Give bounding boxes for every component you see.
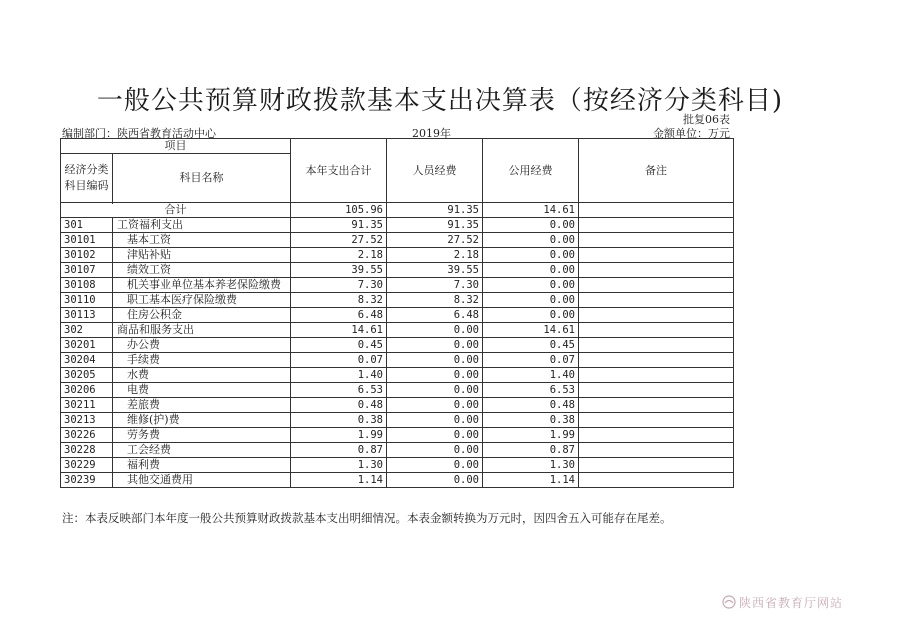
row-remark: [579, 353, 734, 368]
row-total: 0.07: [291, 353, 387, 368]
row-code: 30229: [61, 458, 113, 473]
row-remark: [579, 398, 734, 413]
row-total: 39.55: [291, 263, 387, 278]
table-row: [61, 293, 734, 308]
row-total: 1.14: [291, 473, 387, 488]
table-row: [61, 353, 734, 368]
report-meta-row: [62, 125, 730, 139]
header-code: 经济分类 科目编码: [61, 154, 113, 203]
row-personnel: 0.00: [387, 428, 483, 443]
watermark: [722, 594, 843, 611]
total-remark: [579, 203, 734, 218]
row-personnel: 91.35: [387, 218, 483, 233]
total-personnel: 91.35: [387, 203, 483, 218]
row-code: 301: [61, 218, 113, 233]
table-row: [61, 368, 734, 383]
table-row: [61, 218, 734, 233]
row-code: 30205: [61, 368, 113, 383]
table-row: [61, 278, 734, 293]
row-name: 其他交通费用: [113, 473, 291, 488]
row-name: 差旅费: [113, 398, 291, 413]
row-personnel: 0.00: [387, 323, 483, 338]
row-personnel: 7.30: [387, 278, 483, 293]
row-code: 30226: [61, 428, 113, 443]
row-public: 0.00: [483, 308, 579, 323]
row-remark: [579, 413, 734, 428]
row-remark: [579, 218, 734, 233]
row-code: 30206: [61, 383, 113, 398]
row-code: 30113: [61, 308, 113, 323]
row-remark: [579, 368, 734, 383]
row-personnel: 0.00: [387, 413, 483, 428]
row-remark: [579, 293, 734, 308]
row-name: 劳务费: [113, 428, 291, 443]
row-total: 7.30: [291, 278, 387, 293]
row-personnel: 0.00: [387, 368, 483, 383]
total-row: [61, 203, 734, 218]
header-item: 项目: [61, 139, 291, 154]
row-personnel: 0.00: [387, 443, 483, 458]
row-personnel: 39.55: [387, 263, 483, 278]
row-total: 1.40: [291, 368, 387, 383]
table-row: [61, 308, 734, 323]
row-code: 30108: [61, 278, 113, 293]
table-row: [61, 383, 734, 398]
row-name: 职工基本医疗保险缴费: [113, 293, 291, 308]
row-remark: [579, 233, 734, 248]
row-name: 商品和服务支出: [113, 323, 291, 338]
row-code: 30228: [61, 443, 113, 458]
table-row: [61, 233, 734, 248]
row-name: 住房公积金: [113, 308, 291, 323]
row-total: 0.45: [291, 338, 387, 353]
site-logo-icon: [722, 595, 736, 609]
row-public: 1.40: [483, 368, 579, 383]
row-total: 1.30: [291, 458, 387, 473]
department-label: 编制部门：陕西省教育活动中心: [62, 127, 216, 140]
row-public: 1.99: [483, 428, 579, 443]
table-row: [61, 398, 734, 413]
row-total: 6.48: [291, 308, 387, 323]
header-public: 公用经费: [483, 139, 579, 203]
row-name: 基本工资: [113, 233, 291, 248]
row-name: 水费: [113, 368, 291, 383]
table-body: [61, 203, 734, 488]
row-personnel: 27.52: [387, 233, 483, 248]
row-public: 0.45: [483, 338, 579, 353]
row-total: 1.99: [291, 428, 387, 443]
table-row: [61, 263, 734, 278]
row-personnel: 0.00: [387, 353, 483, 368]
row-remark: [579, 248, 734, 263]
table-row: [61, 323, 734, 338]
row-public: 6.53: [483, 383, 579, 398]
row-total: 2.18: [291, 248, 387, 263]
row-public: 0.38: [483, 413, 579, 428]
row-total: 0.48: [291, 398, 387, 413]
row-public: 0.87: [483, 443, 579, 458]
form-number: 批复06表: [683, 113, 730, 126]
row-personnel: 6.48: [387, 308, 483, 323]
total-amount: 105.96: [291, 203, 387, 218]
row-code: 30213: [61, 413, 113, 428]
row-remark: [579, 473, 734, 488]
row-code: 30110: [61, 293, 113, 308]
header-remark: 备注: [579, 139, 734, 203]
row-public: 0.00: [483, 293, 579, 308]
row-name: 电费: [113, 383, 291, 398]
row-code: 30107: [61, 263, 113, 278]
row-name: 工会经费: [113, 443, 291, 458]
row-remark: [579, 323, 734, 338]
row-total: 14.61: [291, 323, 387, 338]
row-personnel: 0.00: [387, 473, 483, 488]
row-code: 30101: [61, 233, 113, 248]
row-personnel: 0.00: [387, 398, 483, 413]
row-name: 手续费: [113, 353, 291, 368]
row-total: 0.87: [291, 443, 387, 458]
row-public: 0.00: [483, 248, 579, 263]
row-total: 91.35: [291, 218, 387, 233]
report-title: 一般公共预算财政拨款基本支出决算表（按经济分类科目): [96, 86, 784, 116]
row-code: 30239: [61, 473, 113, 488]
row-remark: [579, 458, 734, 473]
row-personnel: 8.32: [387, 293, 483, 308]
row-name: 津贴补贴: [113, 248, 291, 263]
row-code: 30204: [61, 353, 113, 368]
table-row: [61, 473, 734, 488]
report-year: 2019年: [412, 127, 451, 140]
row-name: 办公费: [113, 338, 291, 353]
watermark-text: 陕西省教育厅网站: [739, 596, 844, 610]
row-public: 14.61: [483, 323, 579, 338]
row-name: 机关事业单位基本养老保险缴费: [113, 278, 291, 293]
expenditure-table: [60, 138, 734, 488]
row-public: 1.30: [483, 458, 579, 473]
row-code: 30102: [61, 248, 113, 263]
row-public: 0.00: [483, 263, 579, 278]
row-remark: [579, 428, 734, 443]
table-row: [61, 338, 734, 353]
row-public: 1.14: [483, 473, 579, 488]
table-row: [61, 248, 734, 263]
row-code: 30201: [61, 338, 113, 353]
row-total: 6.53: [291, 383, 387, 398]
row-public: 0.07: [483, 353, 579, 368]
row-name: 工资福利支出: [113, 218, 291, 233]
header-name: 科目名称: [113, 154, 291, 203]
row-name: 绩效工资: [113, 263, 291, 278]
footnote: 注：本表反映部门本年度一般公共预算财政拨款基本支出明细情况。本表金额转换为万元时，因四舍五入可能存在尾差。: [62, 511, 672, 525]
row-remark: [579, 383, 734, 398]
row-remark: [579, 278, 734, 293]
header-total: 本年支出合计: [291, 139, 387, 203]
table-row: [61, 413, 734, 428]
row-personnel: 0.00: [387, 383, 483, 398]
row-remark: [579, 263, 734, 278]
row-public: 0.00: [483, 278, 579, 293]
table-row: [61, 458, 734, 473]
row-total: 0.38: [291, 413, 387, 428]
row-remark: [579, 443, 734, 458]
table-row: [61, 428, 734, 443]
row-remark: [579, 338, 734, 353]
row-name: 维修(护)费: [113, 413, 291, 428]
row-personnel: 0.00: [387, 458, 483, 473]
header-personnel: 人员经费: [387, 139, 483, 203]
row-public: 0.00: [483, 218, 579, 233]
row-public: 0.00: [483, 233, 579, 248]
row-public: 0.48: [483, 398, 579, 413]
row-personnel: 2.18: [387, 248, 483, 263]
row-total: 27.52: [291, 233, 387, 248]
total-public: 14.61: [483, 203, 579, 218]
row-personnel: 0.00: [387, 338, 483, 353]
row-total: 8.32: [291, 293, 387, 308]
row-code: 302: [61, 323, 113, 338]
table-row: [61, 443, 734, 458]
row-name: 福利费: [113, 458, 291, 473]
row-remark: [579, 308, 734, 323]
total-label: 合计: [61, 203, 291, 218]
unit-label: 金额单位：万元: [653, 127, 730, 140]
row-code: 30211: [61, 398, 113, 413]
